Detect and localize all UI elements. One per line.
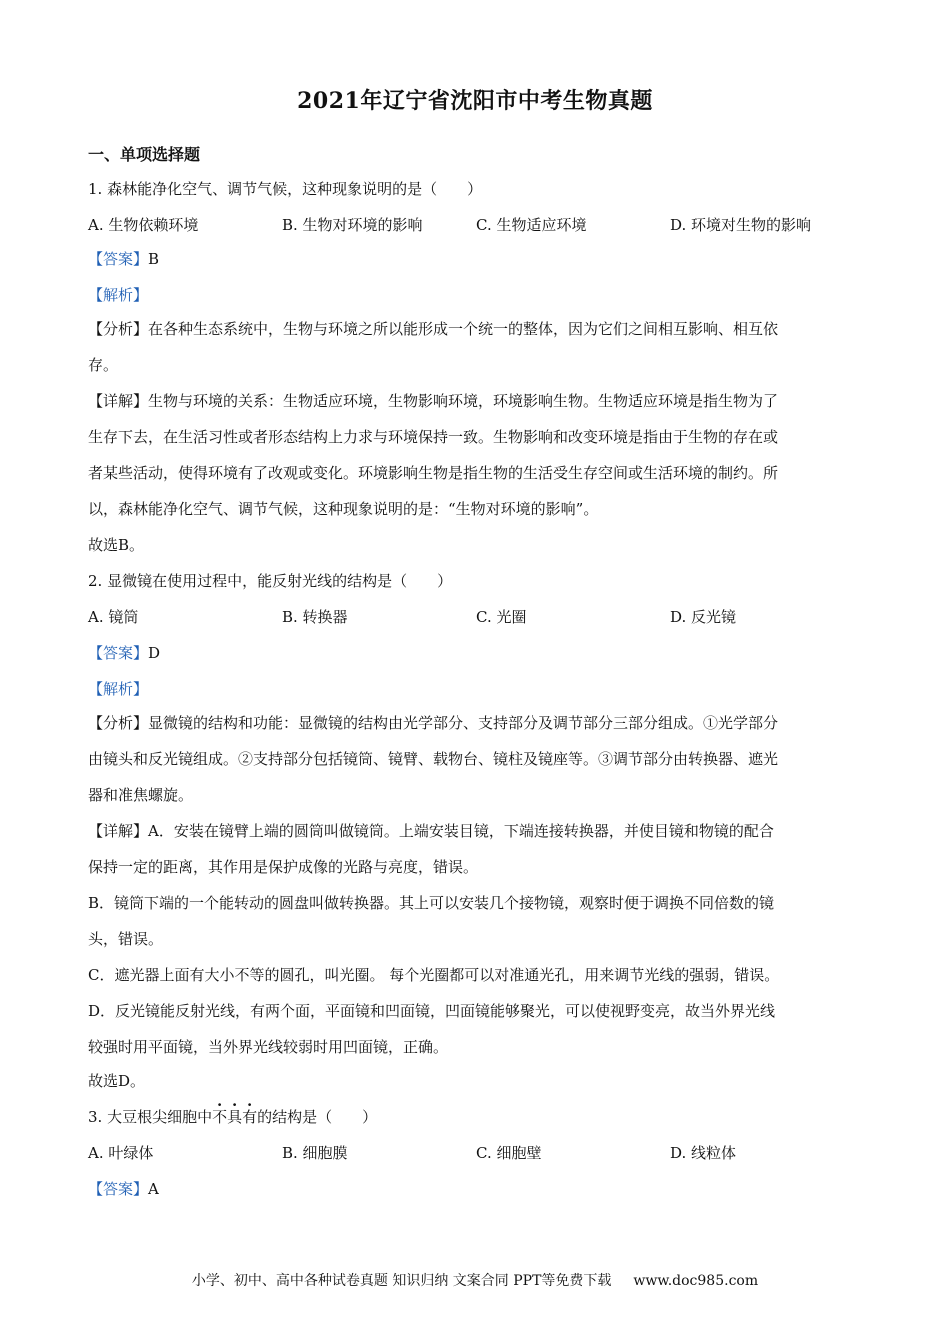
q2-fenxi-line-2: 由镜头和反光镜组成。②支持部分包括镜筒、镜臂、载物台、镜柱及镜座等。③调节部分由转换器、遮光: [88, 750, 779, 768]
answer-value: D: [148, 644, 161, 662]
q1-detail-line-3: 者某些活动，使得环境有了改观或变化。环境影响生物是指生物的生活受生存空间或生活环境的制约。所: [88, 464, 779, 482]
q3-stem-prefix: 3. 大豆根尖细胞中: [88, 1108, 213, 1126]
q2-option-b: B. 转换器: [282, 608, 348, 626]
q3-stem-suffix: 的结构是（ ）: [257, 1108, 378, 1126]
q2-detail-line-2: 保持一定的距离，其作用是保护成像的光路与亮度，错误。: [88, 858, 479, 876]
q2-stem: 2. 显微镜在使用过程中，能反射光线的结构是（ ）: [88, 572, 453, 590]
analysis-tag: 【解析】: [88, 680, 149, 698]
q1-detail-line-2: 生存下去，在生活习性或者形态结构上力求与环境保持一致。生物影响和改变环境是指由于生物的存在或: [88, 428, 779, 446]
q2-conclusion: 故选D。: [88, 1072, 146, 1090]
q1-option-a: A. 生物依赖环境: [88, 216, 199, 234]
emphasis-char: 具: [227, 1108, 243, 1126]
q3-answer: [88, 1178, 864, 1199]
fenxi-text: 显微镜的结构和功能：显微镜的结构由光学部分、支持部分及调节部分三部分组成。①光学部分: [148, 714, 779, 732]
q2-detail-line-7: 较强时用平面镜，当外界光线较弱时用凹面镜，正确。: [88, 1038, 449, 1056]
detail-tag: 【详解】: [88, 392, 149, 410]
q1-conclusion: 故选B。: [88, 536, 145, 554]
q2-option-a: A. 镜筒: [88, 608, 139, 626]
answer-tag: 【答案】: [88, 250, 149, 268]
q1-detail-line-1: [88, 390, 864, 411]
q2-option-d: D. 反光镜: [670, 608, 737, 626]
emphasis-char: 不: [212, 1108, 228, 1126]
q2-detail-line-6: D．反光镜能反射光线，有两个面，平面镜和凹面镜，凹面镜能够聚光，可以使视野变亮，故当外界光线: [88, 1002, 776, 1020]
analysis-tag: 【解析】: [88, 286, 149, 304]
fenxi-tag: 【分析】: [88, 320, 149, 338]
q1-option-b: B. 生物对环境的影响: [282, 216, 423, 234]
emphasis-char: 有: [242, 1108, 258, 1126]
footer-text: 小学、初中、高中各种试卷真题 知识归纳 文案合同 PPT等免费下载: [191, 1273, 612, 1289]
detail-tag: 【详解】: [88, 822, 149, 840]
q2-analysis-tag: [88, 678, 864, 699]
q2-detail-line-5: C．遮光器上面有大小不等的圆孔，叫光圈。 每个光圈都可以对准通光孔，用来调节光线的强弱，错误。: [88, 966, 780, 984]
q3-option-a: A. 叶绿体: [88, 1144, 154, 1162]
q2-fenxi-line-1: [88, 712, 864, 733]
q2-detail-line-1: [88, 820, 864, 841]
page-footer: [0, 1270, 950, 1290]
q3-stem: [88, 1106, 864, 1127]
fenxi-tag: 【分析】: [88, 714, 149, 732]
answer-tag: 【答案】: [88, 644, 149, 662]
q1-option-c: C. 生物适应环境: [476, 216, 587, 234]
section-heading: 一、单项选择题: [88, 145, 201, 164]
q1-stem: 1. 森林能净化空气、调节气候，这种现象说明的是（ ）: [88, 180, 483, 198]
q2-detail-line-4: 头，错误。: [88, 930, 164, 948]
q2-option-c: C. 光圈: [476, 608, 527, 626]
answer-value: B: [148, 250, 160, 268]
q2-detail-line-3: B．镜筒下端的一个能转动的圆盘叫做转换器。其上可以安装几个接物镜，观察时便于调换不同倍数的镜: [88, 894, 775, 912]
detail-text: 生物与环境的关系：生物适应环境，生物影响环境，环境影响生物。生物适应环境是指生物为了: [148, 392, 779, 410]
q1-option-d: D. 环境对生物的影响: [670, 216, 812, 234]
q1-detail-line-4: 以，森林能净化空气、调节气候，这种现象说明的是：“生物对环境的影响”。: [88, 500, 599, 518]
q1-fenxi-line-2: 存。: [88, 356, 119, 374]
q3-option-b: B. 细胞膜: [282, 1144, 348, 1162]
q3-option-c: C. 细胞壁: [476, 1144, 542, 1162]
q1-analysis-tag: [88, 284, 864, 305]
answer-tag: 【答案】: [88, 1180, 149, 1198]
page-title: 2021年辽宁省沈阳市中考生物真题: [297, 88, 653, 114]
q2-fenxi-line-3: 器和准焦螺旋。: [88, 786, 194, 804]
detail-text: A．安装在镜臂上端的圆筒叫做镜筒。上端安装目镜，下端连接转换器，并使目镜和物镜的配合: [148, 822, 774, 840]
footer-url[interactable]: www.doc985.com: [633, 1273, 759, 1289]
q1-answer: [88, 248, 864, 269]
q2-answer: [88, 642, 864, 663]
q3-option-d: D. 线粒体: [670, 1144, 737, 1162]
fenxi-text: 在各种生态系统中，生物与环境之所以能形成一个统一的整体，因为它们之间相互影响、相互依: [148, 320, 779, 338]
answer-value: A: [148, 1180, 159, 1198]
q1-fenxi-line-1: [88, 318, 864, 339]
